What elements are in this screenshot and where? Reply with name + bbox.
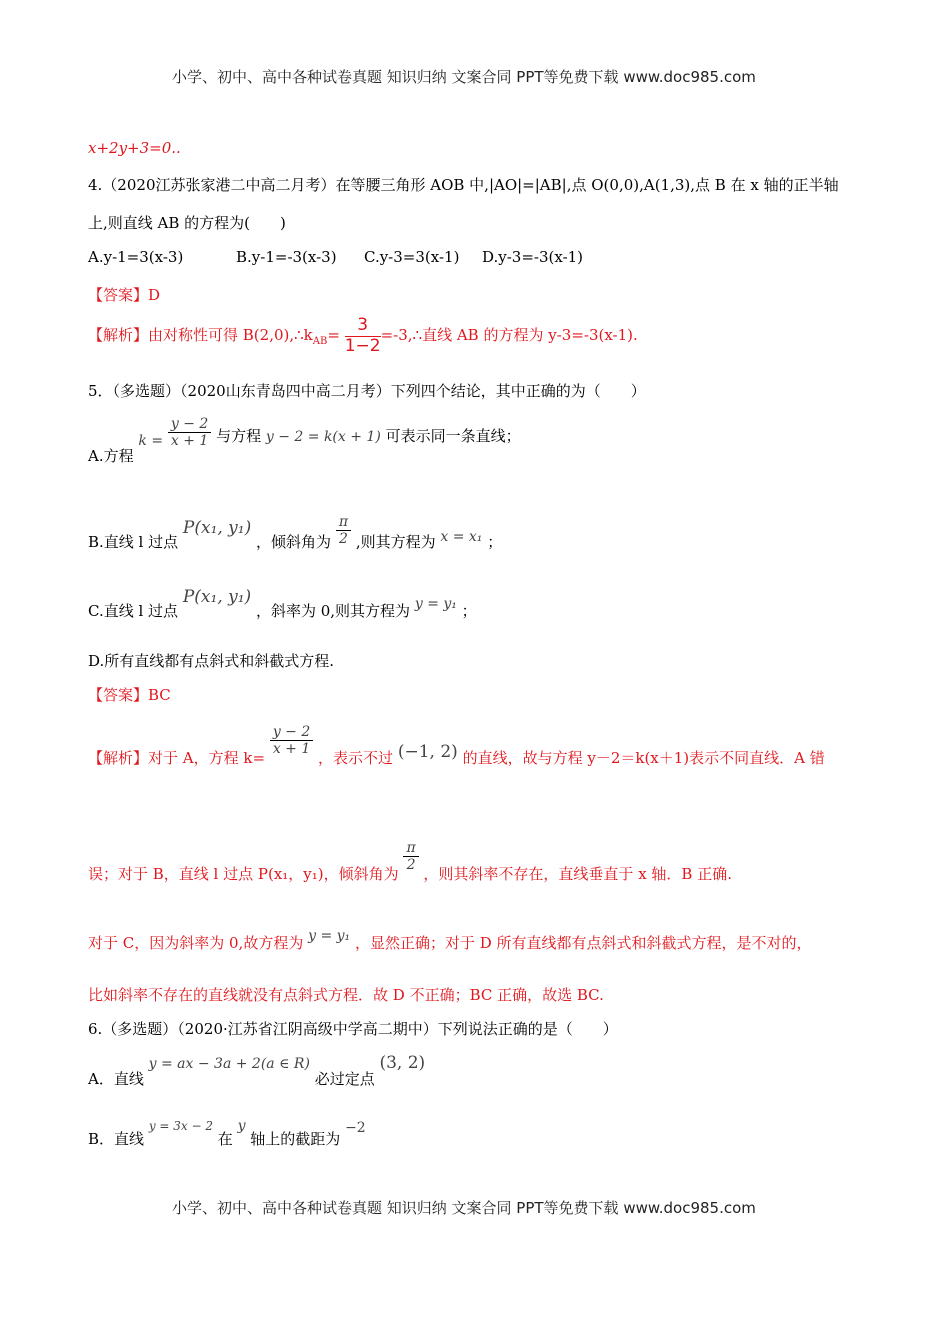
q5-e1-point: (−1, 2) (397, 741, 458, 762)
q5-b-mid: ，倾斜角为 (256, 532, 332, 551)
q5-b-equation: x = x₁ (440, 528, 483, 545)
q5-c-equation: y = y₁ (414, 596, 457, 612)
q5-b-prefix: B.直线 l 过点 (88, 532, 179, 551)
q5-a-fraction (168, 416, 211, 449)
q6-option-a (88, 1050, 426, 1088)
q5-e3-prefix: 对于 C，因为斜率为 0,故方程为 (88, 934, 304, 952)
q4-option-b: B.y-1=-3(x-3) (236, 248, 337, 266)
q4-fraction-numerator: 3 (345, 316, 381, 337)
q5-a-numerator: y − 2 (168, 416, 211, 433)
q5-e2-prefix: 误；对于 B，直线 l 过点 P(x₁，y₁)，倾斜角为 (88, 864, 399, 883)
q5-answer: 【答案】BC (88, 686, 171, 704)
q4-option-d: D.y-3=-3(x-1) (482, 248, 584, 266)
q5-b-pi-over-two (336, 514, 351, 547)
q4-explanation-subscript: AB (312, 336, 328, 348)
q5-b-mid2: ,则其方程为 (355, 532, 436, 551)
q5-e2-post: ，则其斜率不存在，直线垂直于 x 轴．B 正确. (423, 864, 732, 883)
q5-a-mid: 与方程 (216, 426, 262, 445)
q4-fraction-denominator: 1−2 (344, 335, 381, 356)
q5-b-point: P(x₁, y₁) (182, 517, 252, 538)
q4-explanation-part2: =-3,∴直线 AB 的方程为 y-3=-3(x-1). (380, 326, 638, 345)
q6-b-mid: 在 (217, 1130, 233, 1148)
q5-a-prefix: A.方程 (88, 446, 134, 465)
q5-a-denominator: x + 1 (170, 433, 209, 450)
q5-e2-pi-over-two (403, 840, 418, 873)
q5-stem: 5．（多选题）（2020山东青岛四中高二月考）下列四个结论，其中正确的为（ ） (88, 382, 646, 400)
q5-b-two: 2 (338, 531, 348, 548)
q5-option-d: D.所有直线都有点斜式和斜截式方程. (88, 652, 335, 670)
q5-a-post: 可表示同一条直线； (385, 426, 521, 445)
q6-a-equation: y = ax − 3a + 2(a ∈ R) (148, 1056, 310, 1072)
q5-c-prefix: C.直线 l 过点 (88, 602, 179, 620)
q5-e1-denominator: x + 1 (272, 741, 311, 758)
q5-b-pi: π (336, 514, 351, 531)
q5-a-equation: y − 2 = k(x + 1) (265, 428, 381, 445)
q5-c-post: ； (461, 602, 477, 620)
q6-a-point: (3, 2) (379, 1053, 426, 1073)
q5-b-post: ； (487, 532, 503, 551)
previous-answer-tail: x+2y+3=0.. (88, 139, 181, 157)
q5-explanation-2 (88, 832, 732, 883)
q6-a-mid: 必过定点 (314, 1070, 375, 1088)
q4-explanation (88, 316, 638, 356)
q4-slope-fraction (345, 316, 381, 356)
q5-e1-fraction (270, 724, 313, 757)
q5-option-c (88, 587, 477, 620)
q4-answer: 【答案】D (88, 286, 161, 304)
q6-b-post: 轴上的截距为 (250, 1130, 341, 1148)
q5-a-k: k = (138, 432, 164, 449)
q6-b-y: y (237, 1118, 246, 1134)
q5-explanation-4: 比如斜率不存在的直线就没有点斜式方程．故 D 不正确；BC 正确，故选 BC. (88, 986, 604, 1004)
q6-b-equation: y = 3x − 2 (148, 1119, 213, 1133)
q5-explanation-3 (88, 924, 812, 952)
q5-e1-numerator: y − 2 (270, 724, 313, 741)
page-header: 小学、初中、高中各种试卷真题 知识归纳 文案合同 PPT等免费下载 www.doc985.com (172, 68, 756, 86)
q5-e2-two: 2 (406, 857, 416, 874)
q5-option-b (88, 506, 503, 551)
q5-e1-mid: ，表示不过 (318, 748, 394, 767)
q6-b-prefix: B．直线 (88, 1130, 145, 1148)
q5-c-mid: ，斜率为 0,则其方程为 (255, 602, 411, 620)
q6-a-prefix: A．直线 (88, 1070, 144, 1088)
q4-stem-line1: 4.（2020江苏张家港二中高二月考）在等腰三角形 AOB 中,|AO|=|AB|,点 O(0,0),A(1,3),点 B 在 x 轴的正半轴 (88, 176, 839, 194)
q5-option-a (88, 412, 521, 465)
q5-e1-prefix: 【解析】对于 A，方程 k= (88, 748, 266, 767)
q5-e3-equation: y = y₁ (308, 928, 351, 944)
page-footer: 小学、初中、高中各种试卷真题 知识归纳 文案合同 PPT等免费下载 www.doc985.com (172, 1199, 756, 1217)
q5-e2-pi: π (403, 840, 418, 857)
q6-b-value: −2 (345, 1120, 366, 1136)
q6-stem: 6.（多选题）（2020·江苏省江阴高级中学高二期中）下列说法正确的是（ ） (88, 1020, 618, 1038)
q5-explanation-1 (88, 716, 825, 767)
q4-option-a: A.y-1=3(x-3) (88, 248, 184, 266)
q4-option-c: C.y-3=3(x-1) (364, 248, 460, 266)
q5-e1-post: 的直线，故与方程 y－2＝k(x＋1)表示不同直线．A 错 (462, 748, 825, 767)
q5-e3-post: ，显然正确；对于 D 所有直线都有点斜式和斜截式方程，是不对的， (354, 934, 812, 952)
q4-explanation-eq: = (327, 326, 340, 345)
q4-stem-line2: 上,则直线 AB 的方程为( ) (88, 214, 286, 232)
q4-explanation-part1: 【解析】由对称性可得 B(2,0),∴k (88, 326, 313, 345)
q5-c-point: P(x₁, y₁) (182, 587, 252, 607)
q6-option-b (88, 1114, 366, 1148)
